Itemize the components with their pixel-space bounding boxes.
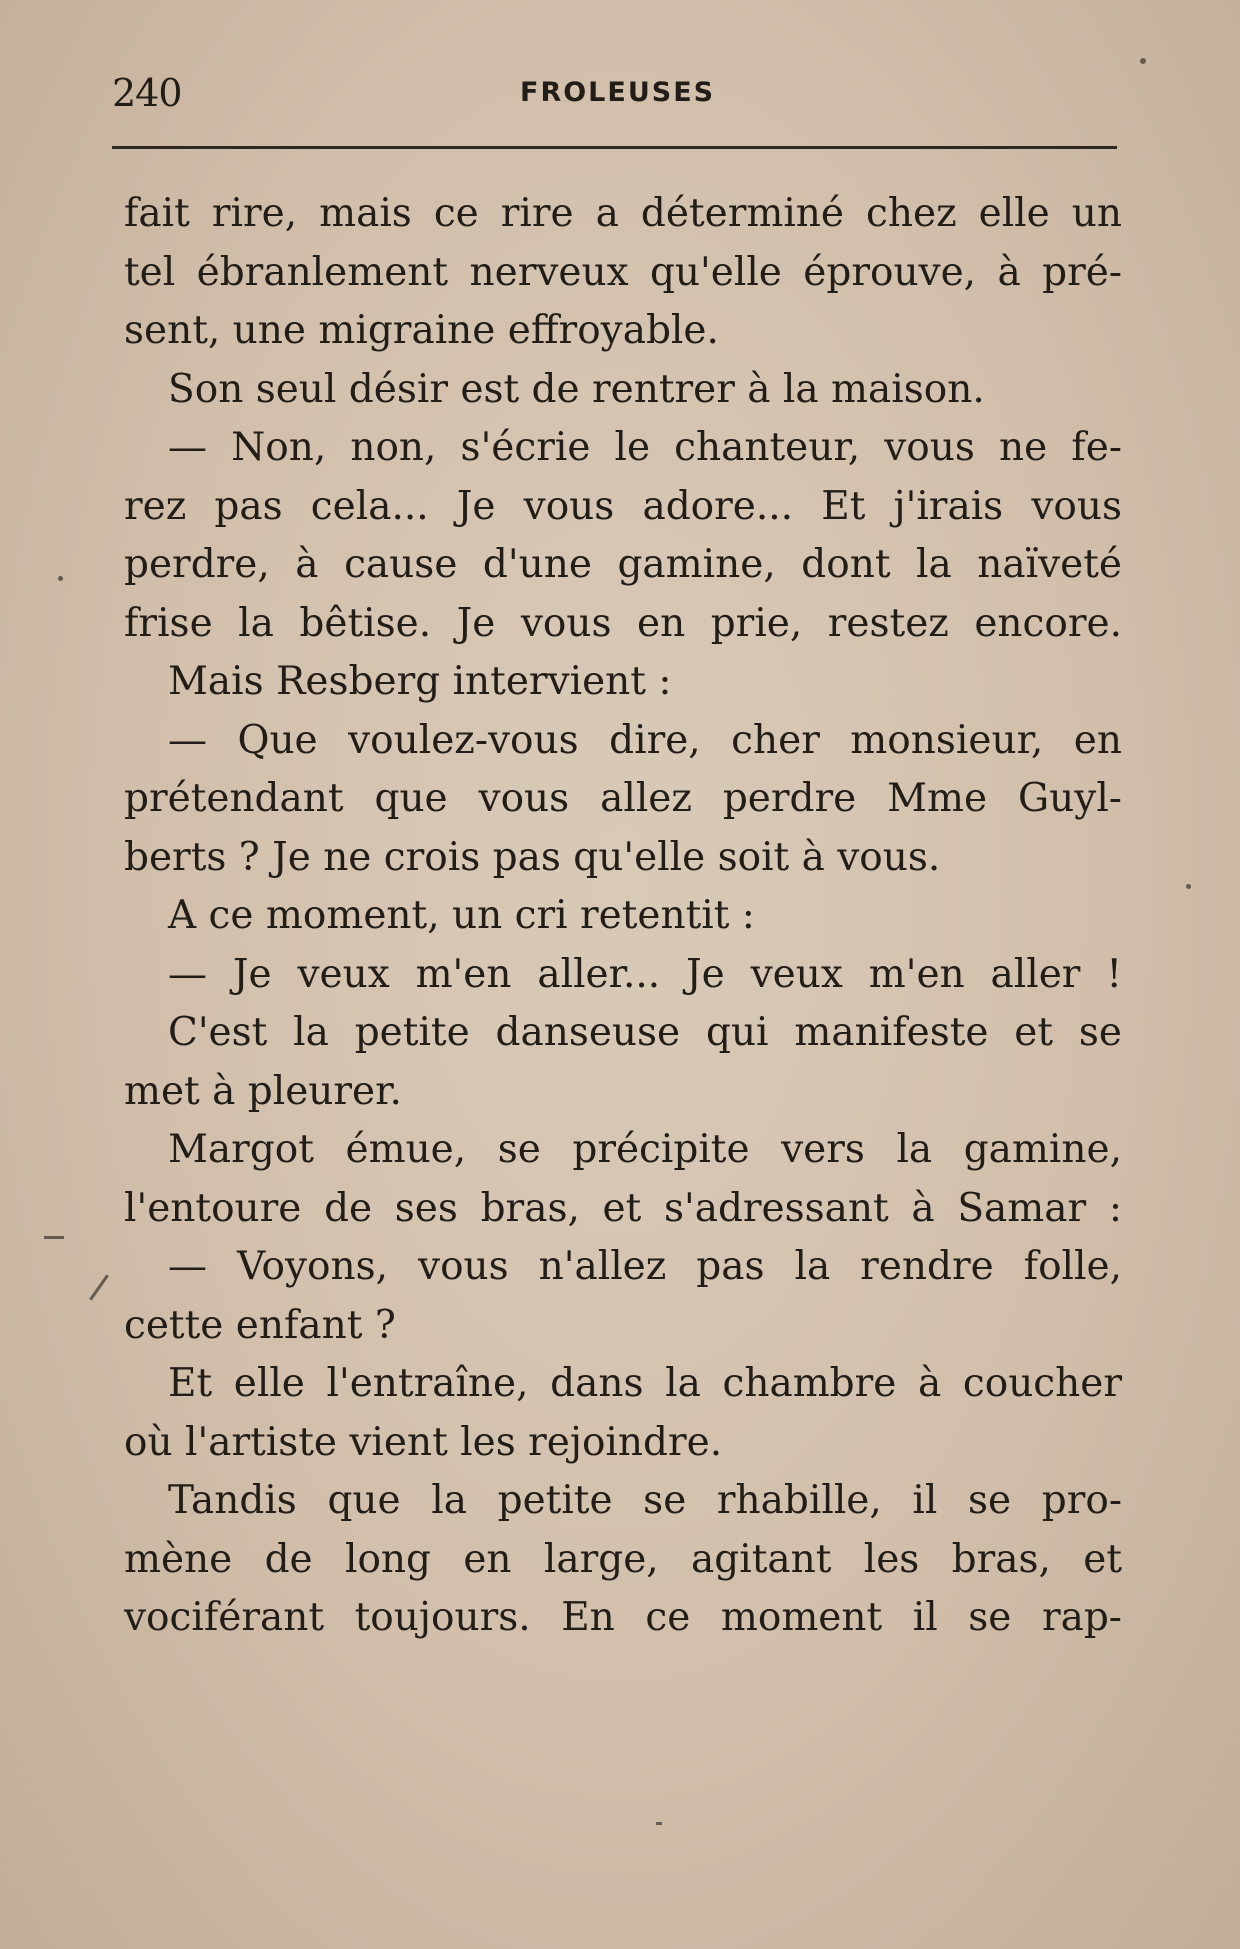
text-line: frise la bêtise. Je vous en prie, restez encore. xyxy=(124,600,1122,646)
text-line: cette enfant ? xyxy=(124,1302,396,1348)
body-text xyxy=(124,185,1122,1648)
text-line: berts ? Je ne crois pas qu'elle soit à vous. xyxy=(124,834,941,880)
text-line: Et elle l'entraîne, dans la chambre à coucher xyxy=(168,1361,1122,1406)
text-line: — Je veux m'en aller... Je veux m'en aller ! xyxy=(168,951,1122,997)
margin-stroke xyxy=(89,1274,109,1300)
running-title: FROLEUSES xyxy=(520,77,716,108)
text-line: — Que voulez-vous dire, cher monsieur, en xyxy=(168,717,1122,763)
text-line: A ce moment, un cri retentit : xyxy=(168,893,755,938)
margin-speck xyxy=(656,1822,662,1825)
text-line: — Voyons, vous n'allez pas la rendre folle, xyxy=(168,1244,1122,1289)
margin-speck xyxy=(1140,58,1146,64)
text-line: Mais Resberg intervient : xyxy=(168,659,672,704)
page-number: 240 xyxy=(112,71,182,115)
text-line: l'entoure de ses bras, et s'adressant à Samar : xyxy=(124,1185,1122,1231)
text-line: fait rire, mais ce rire a déterminé chez elle un xyxy=(124,191,1122,236)
text-line: prétendant que vous allez perdre Mme Guyl- xyxy=(124,776,1122,821)
margin-dash xyxy=(44,1236,64,1239)
text-line: mène de long en large, agitant les bras, et xyxy=(124,1536,1122,1582)
header-rule xyxy=(112,146,1117,149)
margin-speck xyxy=(1186,884,1191,889)
text-line: Margot émue, se précipite vers la gamine, xyxy=(168,1127,1122,1172)
text-line: rez pas cela... Je vous adore... Et j'irais vous xyxy=(124,483,1122,529)
text-line: vociférant toujours. En ce moment il se rap- xyxy=(124,1595,1122,1640)
page-header xyxy=(112,70,1118,116)
text-line: perdre, à cause d'une gamine, dont la naïveté xyxy=(124,542,1122,587)
margin-speck xyxy=(58,576,63,581)
text-line: Son seul désir est de rentrer à la maison. xyxy=(168,366,985,412)
text-line: sent, une migraine effroyable. xyxy=(124,308,719,353)
text-line: met à pleurer. xyxy=(124,1068,402,1114)
text-line: Tandis que la petite se rhabille, il se pro- xyxy=(168,1478,1122,1523)
text-line: — Non, non, s'écrie le chanteur, vous ne fe- xyxy=(168,425,1122,470)
text-line: C'est la petite danseuse qui manifeste et se xyxy=(168,1010,1122,1055)
text-line: tel ébranlement nerveux qu'elle éprouve, à pré- xyxy=(124,249,1122,295)
text-line: où l'artiste vient les rejoindre. xyxy=(124,1419,723,1465)
